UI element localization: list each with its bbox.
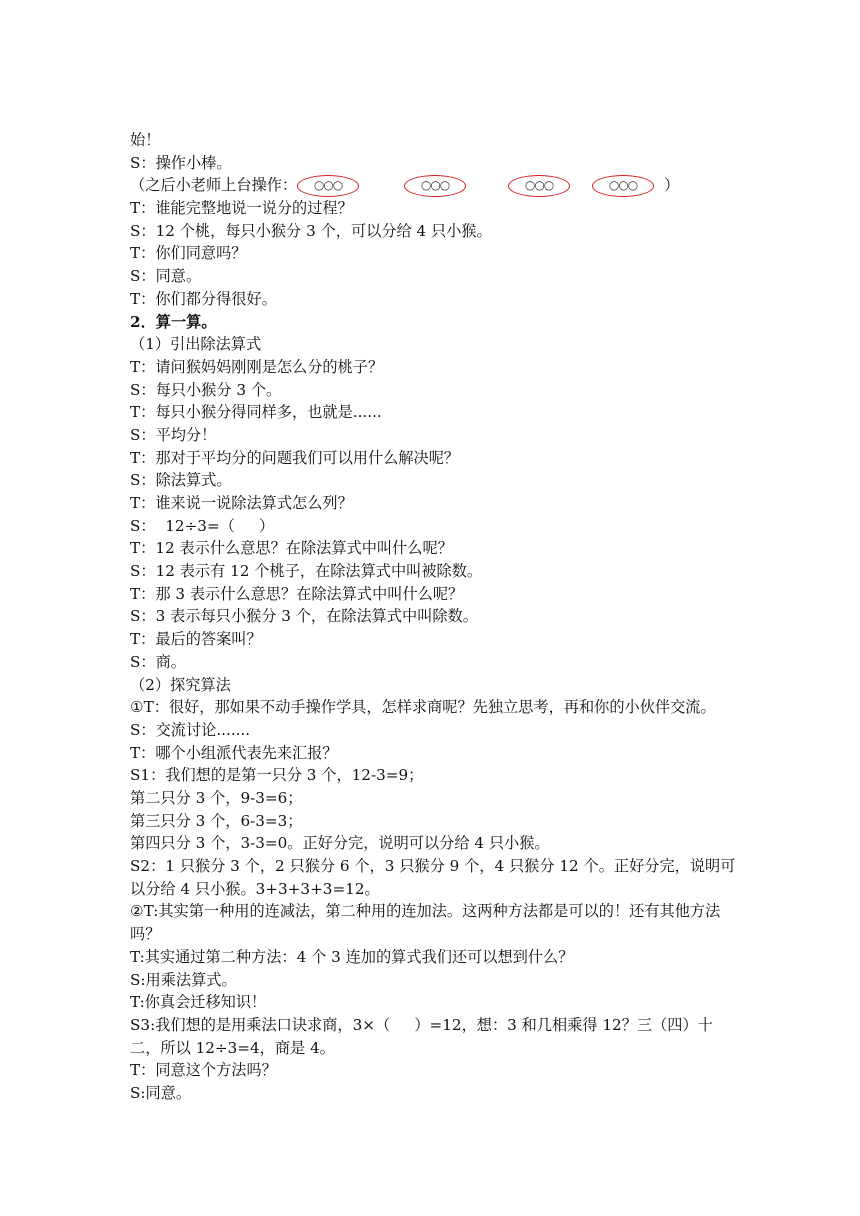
text-line: S：操作小棒。	[130, 153, 232, 172]
text-line: S：交流讨论.......	[130, 720, 251, 739]
text-paragraph: S3:我们想的是用乘法口诀求商，3×（ ）=12，想：3 和几相乘得 12？三（四）十二，所以 12÷3=4，商是 4。	[130, 1015, 713, 1057]
text-line: T:其实通过第二种方法：4 个 3 连加的算式我们还可以想到什么？	[130, 947, 574, 966]
text-line: S：12 个桃，每只小猴分 3 个，可以分给 4 只小猴。	[130, 221, 492, 240]
text-line: S:同意。	[130, 1083, 192, 1102]
text-paragraph: S2：1 只猴分 3 个，2 只猴分 6 个，3 只猴分 9 个，4 只猴分 12 个。正好分完，说明可以分给 4 只小猴。3+3+3+3=12。	[130, 857, 736, 898]
text-line: S：同意。	[130, 267, 202, 286]
text-line: T：你们都分得很好。	[130, 289, 277, 308]
text-line: T:你真会迁移知识！	[130, 993, 267, 1012]
document-page	[130, 129, 740, 1105]
text-line: （之后小老师上台操作：	[130, 176, 298, 195]
text-line: 始！	[130, 131, 161, 149]
text-line: T：最后的答案叫？	[130, 630, 262, 649]
text-line: T：同意这个方法吗？	[130, 1061, 277, 1080]
text-line: 第四只分 3 个，3-3=0。正好分完，说明可以分给 4 只小猴。	[130, 834, 550, 853]
text-line: T：12 表示什么意思？在除法算式中叫什么呢？	[130, 539, 453, 558]
text-line: S： 12÷3=（ ）	[130, 516, 275, 535]
text-paragraph: ②T:其实第一种用的连减法，第二种用的连加法。这两种方法都是可以的！还有其他方法吗？	[130, 902, 721, 944]
peach-group-1: ○○○	[297, 175, 359, 197]
text-line: S：12 表示有 12 个桃子，在除法算式中叫被除数。	[130, 562, 483, 581]
peach-group-4: ○○○	[592, 175, 654, 197]
peach-group-2: ○○○	[404, 175, 466, 197]
text-line: T：每只小猴分得同样多，也就是......	[130, 403, 382, 422]
operation-line	[130, 174, 740, 197]
text-line: S：除法算式。	[130, 471, 232, 490]
text-line: T：谁能完整地说一说分的过程？	[130, 199, 353, 218]
text-line: T：你们同意吗？	[130, 244, 247, 263]
text-line: 第二只分 3 个，9-3=6；	[130, 788, 303, 807]
text-line: S1：我们想的是第一只分 3 个，12-3=9；	[130, 766, 424, 785]
text-line: T：那对于平均分的问题我们可以用什么解决呢？	[130, 448, 460, 467]
text-line: T：那 3 表示什么意思？在除法算式中叫什么呢？	[130, 584, 464, 603]
text-line: S：每只小猴分 3 个。	[130, 380, 282, 399]
text-line: S:用乘法算式。	[130, 970, 237, 989]
text-line: T：哪个小组派代表先来汇报？	[130, 743, 338, 762]
close-paren: ）	[664, 176, 680, 195]
text-paragraph: ①T：很好，那如果不动手操作学具，怎样求商呢？先独立思考，再和你的小伙伴交流。	[130, 698, 716, 717]
text-line: S：商。	[130, 652, 186, 671]
text-line: T：谁来说一说除法算式怎么列？	[130, 494, 353, 512]
text-line: S：平均分！	[130, 425, 217, 444]
peach-group-3: ○○○	[508, 175, 570, 197]
subheading: （2）探究算法	[130, 675, 231, 694]
text-line: 第三只分 3 个，6-3=3；	[130, 811, 303, 830]
subheading: （1）引出除法算式	[130, 335, 262, 354]
section-heading: 2．算一算。	[130, 312, 217, 331]
text-line: S：3 表示每只小猴分 3 个，在除法算式中叫除数。	[130, 607, 478, 626]
text-line: T：请问猴妈妈刚刚是怎么分的桃子？	[130, 357, 384, 376]
